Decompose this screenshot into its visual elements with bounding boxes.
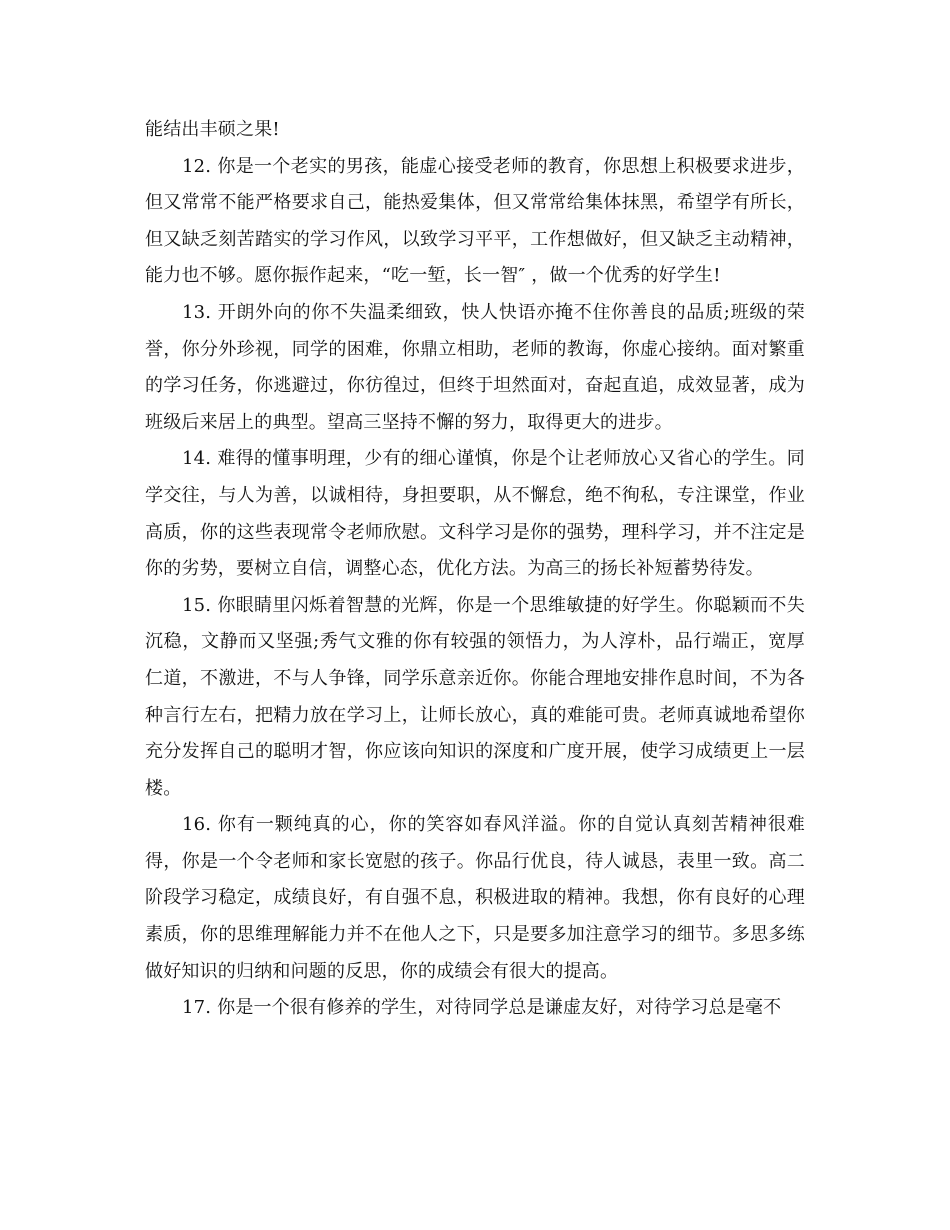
paragraph-continuation: 能结出丰硕之果! [145,119,280,140]
paragraph-comment-17: 17. 你是一个很有修养的学生，对待同学总是谦虚友好，对待学习总是毫不 [182,997,782,1019]
paragraph-comment-14: 14. 难得的懂事明理，少有的细心谨慎，你是个让老师放心又省心的学生。同学交往，与人为善，以诚相待，身担要职，从不懈怠，绝不徇私，专注课堂，作业高质，你的这些表现常令老师欣慰。文科学习是你的强势，理科学习，并不注定是你的劣势，要树立自信，调整心态，优化方法。为高三的扬长补短蓄势待发。 [145,448,805,580]
paragraph-comment-15: 15. 你眼睛里闪烁着智慧的光辉，你是一个思维敏捷的好学生。你聪颖而不失沉稳，文静而又坚强;秀气文雅的你有较强的领悟力，为人淳朴，品行端正，宽厚仁道，不激进，不与人争锋，同学乐意亲近你。你能合理地安排作息时间，不为各种言行左右，把精力放在学习上，让师长放心，真的难能可贵。老师真诚地希望你充分发挥自己的聪明才智，你应该向知识的深度和广度开展，使学习成绩更上一层楼。 [145,594,805,799]
paragraph-comment-13: 13. 开朗外向的你不失温柔细致，快人快语亦掩不住你善良的品质;班级的荣誉，你分外珍视，同学的困难，你鼎立相助，老师的教诲，你虚心接纳。面对繁重的学习任务，你逃避过，你彷徨过，但终于坦然面对，奋起直追，成效显著，成为班级后来居上的典型。望高三坚持不懈的努力，取得更大的进步。 [145,301,805,433]
document-body [145,112,805,1027]
paragraph-comment-16: 16. 你有一颗纯真的心，你的笑容如春风洋溢。你的自觉认真刻苦精神很难得，你是一个令老师和家长宽慰的孩子。你品行优良，待人诚恳，表里一致。高二阶段学习稳定，成绩良好，有自强不息，积极进取的精神。我想，你有良好的心理素质，你的思维理解能力并不在他人之下，只是要多加注意学习的细节。多思多练做好知识的归纳和问题的反思，你的成绩会有很大的提高。 [145,814,805,982]
paragraph-comment-12: 12. 你是一个老实的男孩，能虚心接受老师的教育，你思想上积极要求进步，但又常常不能严格要求自己，能热爱集体，但又常常给集体抹黑，希望学有所长，但又缺乏刻苦踏实的学习作风，以致学习平平，工作想做好，但又缺乏主动精神，能力也不够。愿你振作起来，“吃一堑，长一智″ ，做一个优秀的好学生! [145,155,805,287]
